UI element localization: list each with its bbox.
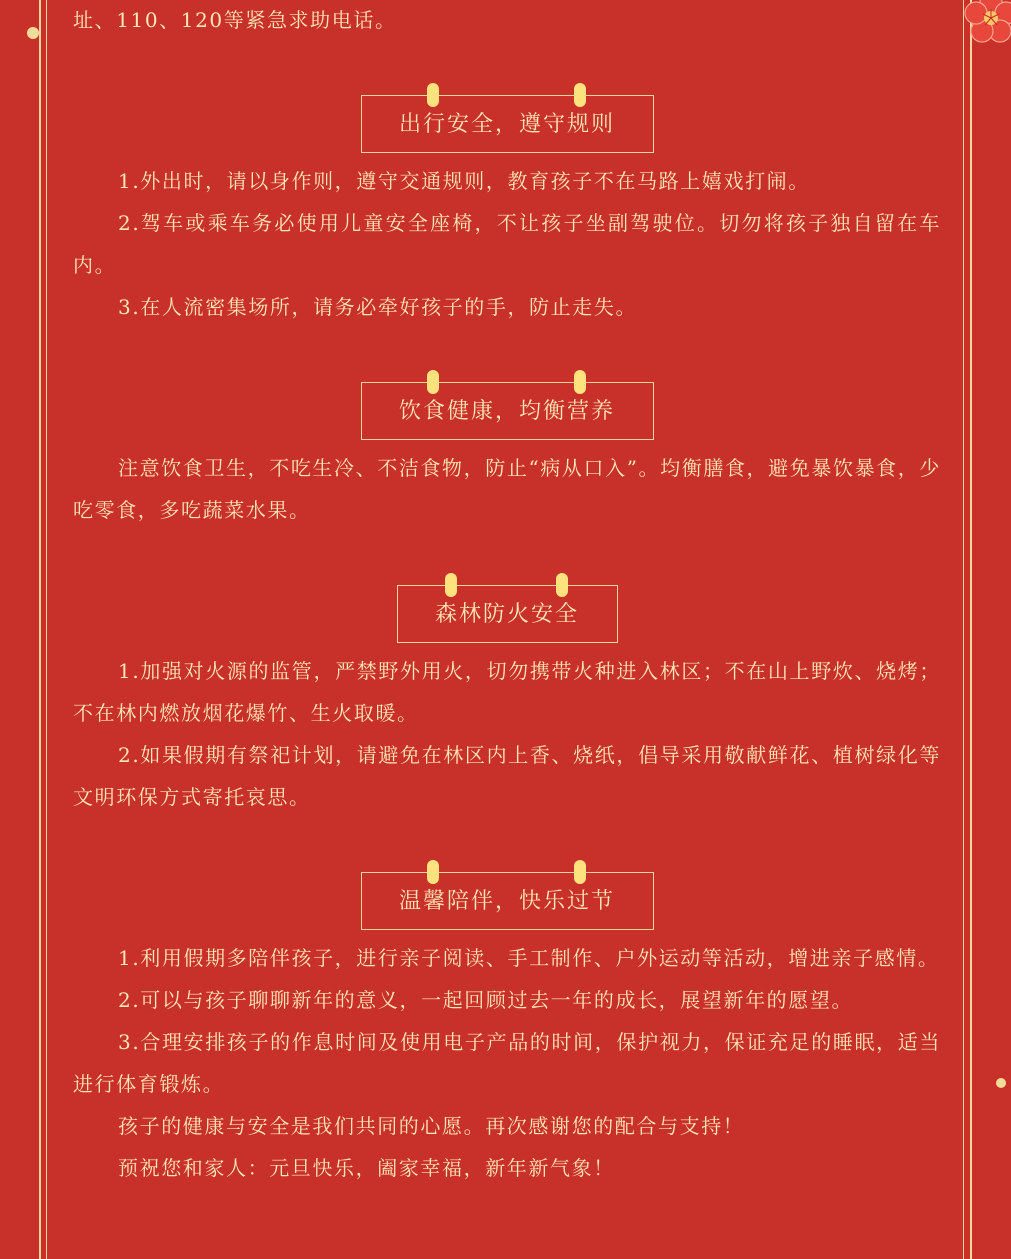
paragraph: 2.驾车或乘车务必使用儿童安全座椅，不让孩子坐副驾驶位。切勿将孩子独自留在车内。 (73, 211, 941, 277)
heading-peg-left (427, 83, 439, 107)
left-border-outer (39, 0, 41, 1259)
paragraph: 1.外出时，请以身作则，遵守交通规则，教育孩子不在马路上嬉戏打闹。 (118, 169, 810, 193)
section-diet-health (73, 382, 941, 531)
heading-peg-right (556, 573, 568, 597)
right-border-outer (970, 0, 972, 1259)
paragraph: 2.可以与孩子聊聊新年的意义，一起回顾过去一年的成长，展望新年的愿望。 (118, 988, 854, 1012)
closing-wishes: 预祝您和家人：元旦快乐，阖家幸福，新年新气象！ (118, 1156, 615, 1180)
right-ornament-dot (996, 1078, 1006, 1088)
right-border-inner (963, 0, 964, 1259)
section-heading: 温馨陪伴，快乐过节 (361, 872, 654, 930)
heading-peg-right (574, 83, 586, 107)
section-heading: 出行安全，遵守规则 (361, 95, 654, 153)
heading-peg-right (574, 370, 586, 394)
left-border-inner (46, 0, 47, 1259)
plum-blossom-icon (961, 0, 1011, 48)
paragraph: 3.在人流密集场所，请务必牵好孩子的手，防止走失。 (118, 295, 638, 319)
heading-peg-left (445, 573, 457, 597)
heading-peg-left (427, 370, 439, 394)
heading-peg-right (574, 860, 586, 884)
section-heading: 森林防火安全 (397, 585, 618, 643)
heading-peg-left (427, 860, 439, 884)
closing-thanks: 孩子的健康与安全是我们共同的心愿。再次感谢您的配合与支持！ (118, 1114, 745, 1138)
section-warm-company (73, 872, 941, 1189)
section-forest-fire (73, 585, 941, 818)
paragraph: 注意饮食卫生，不吃生冷、不洁食物，防止“病从口入”。均衡膳食，避免暴饮暴食，少吃零食，多吃蔬菜水果。 (73, 456, 941, 522)
section-travel-safety (73, 95, 941, 328)
section-heading: 饮食健康，均衡营养 (361, 382, 654, 440)
paragraph: 3.合理安排孩子的作息时间及使用电子产品的时间，保护视力，保证充足的睡眠，适当进行体育锻炼。 (73, 1030, 941, 1096)
left-ornament-dot (27, 27, 39, 39)
paragraph: 2.如果假期有祭祀计划，请避免在林区内上香、烧纸，倡导采用敬献鲜花、植树绿化等文明环保方式寄托哀思。 (73, 743, 941, 809)
intro-paragraph-tail: 址、110、120等紧急求助电话。 (73, 8, 397, 32)
paragraph: 1.加强对火源的监管，严禁野外用火，切勿携带火种进入林区；不在山上野炊、烧烤；不在林内燃放烟花爆竹、生火取暖。 (73, 659, 941, 725)
paragraph: 1.利用假期多陪伴孩子，进行亲子阅读、手工制作、户外运动等活动，增进亲子感情。 (118, 946, 940, 970)
